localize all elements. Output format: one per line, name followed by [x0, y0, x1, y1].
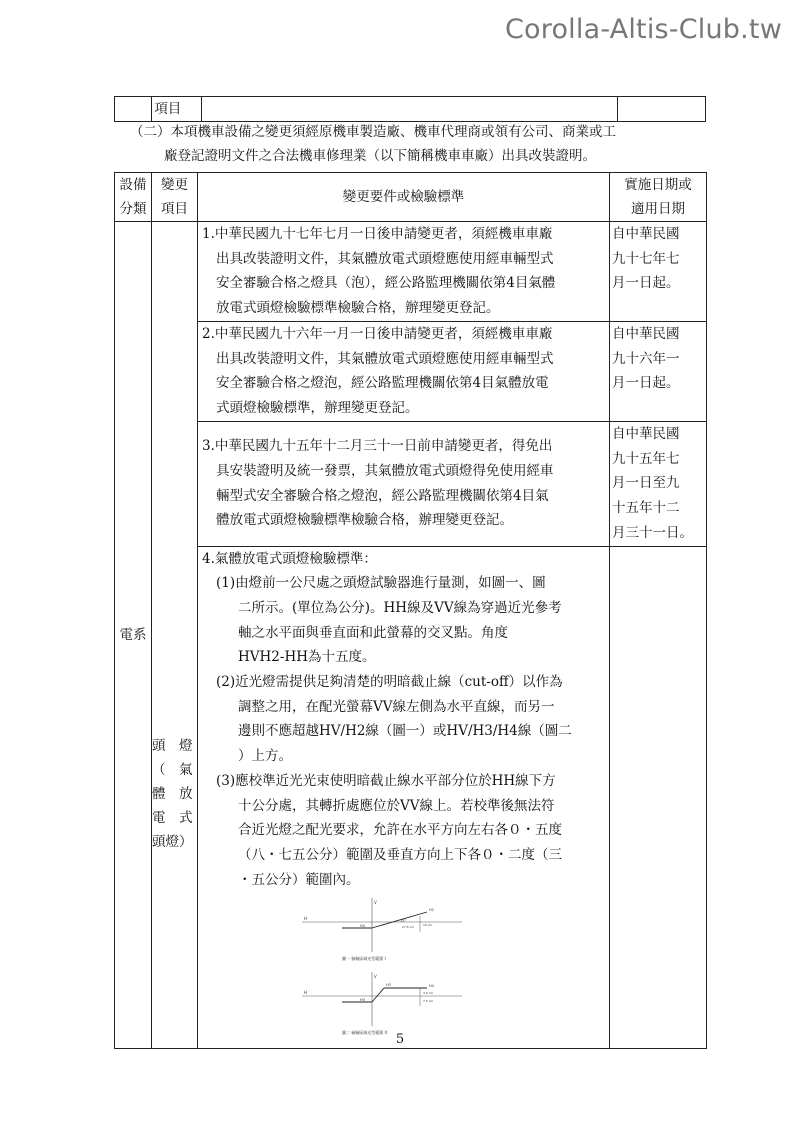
header-date [610, 173, 707, 222]
fig2-mark: 3.5 cm [423, 991, 434, 996]
standard-line: 軸之水平面與垂直面和此螢幕的交叉點。角度 [238, 624, 508, 641]
top-cell-item-label: 項目 [152, 97, 201, 122]
requirement-line: 3.中華民國九十五年十二月三十一日前申請變更者，得免出 [202, 438, 553, 455]
standard-line: ）上方。 [238, 748, 292, 765]
requirement-line: 出具改裝證明文件，其氣體放電式頭燈應使用經車輛型式 [216, 250, 554, 267]
date-line: 九十七年七 [612, 250, 680, 267]
requirement-line: 1.中華民國九十七年七月一日後申請變更者，須經機車車廠 [202, 226, 553, 242]
fig1-mark: 10 cm [423, 923, 433, 928]
requirement-4 [198, 546, 610, 1049]
header-requirements: 變更要件或檢驗標準 [198, 173, 610, 222]
date-line: 月一日起。 [612, 375, 680, 392]
date-4 [610, 546, 707, 1049]
subitem-cell [152, 222, 198, 1049]
date-line: 九十五年七 [612, 450, 680, 467]
subitem-line: 頭燈） [152, 834, 193, 851]
date-line: 月三十一日。 [612, 524, 693, 541]
subitem-line: （ 氣 [152, 762, 193, 779]
date-line: 十五年十二 [612, 500, 680, 517]
date-line: 自中華民國 [612, 426, 680, 442]
header-category-line: 分類 [119, 201, 147, 217]
standard-line: 二所示。(單位為公分)。HH線及VV線為穿過近光參考 [238, 599, 562, 616]
beam-pattern-figures [302, 898, 472, 1048]
requirement-line: 放電式頭燈檢驗標準檢驗合格，辦理變更登記。 [216, 300, 500, 317]
fig2-v-label: V [374, 974, 377, 980]
fig2-mark: H3 [386, 983, 391, 988]
subitem-line: 電 式 [152, 810, 193, 827]
requirement-line: 具安裝證明及統一發票，其氣體放電式頭燈得免使用經車 [216, 463, 554, 480]
date-line: 月一日至九 [612, 475, 680, 492]
regulation-table [114, 172, 707, 1049]
requirement-line: 體放電式頭燈檢驗標準檢驗合格，辦理變更登記。 [216, 512, 513, 529]
fig1-mark: 17.5 cm [402, 925, 415, 930]
standard-line: 十公分處，其轉折處應位於VV線上。若校準後無法符 [238, 797, 555, 814]
top-continuation-table [114, 96, 706, 122]
date-2 [610, 322, 707, 422]
requirement-line: 2.中華民國九十六年一月一日後申請變更者，須經機車車廠 [202, 326, 553, 342]
section-note [130, 120, 715, 168]
standard-line: (1)由燈前一公尺處之頭燈試驗器進行量測，如圖一、圖 [216, 575, 546, 592]
standard-line: 調整之用，在配光螢幕VV線左側為水平直線，而另一 [238, 698, 555, 715]
requirement-line: 安全審驗合格之燈泡，經公路監理機關依第4目氣體放電 [216, 375, 549, 392]
fig1-caption: 圖一 檢驗區域光型範圍 I [342, 956, 386, 962]
header-item-line: 項目 [161, 201, 188, 217]
date-1 [610, 222, 707, 322]
standard-line: 合近光燈之配光要求，允許在水平方向左右各０・五度 [238, 822, 562, 839]
header-category [115, 173, 152, 222]
requirement-line: 安全審驗合格之燈具（泡），經公路監理機關依第4目氣體 [216, 275, 556, 292]
requirement-line: 輛型式安全審驗合格之燈泡，經公路監理機關依第4目氣 [216, 487, 549, 504]
watermark: Corolla-Altis-Club.tw [504, 14, 782, 45]
note-line-2: 廠登記證明文件之合法機車修理業（以下簡稱機車車廠）出具改裝證明。 [164, 148, 596, 164]
requirement-3 [198, 422, 610, 547]
fig1-v-label: V [374, 900, 377, 906]
standard-title: 4.氣體放電式頭燈檢驗標準： [202, 550, 377, 567]
fig1-mark: HV [360, 924, 366, 929]
header-category-line: 設備 [119, 177, 147, 193]
standard-line: (3)應校準近光光束使明暗截止線水平部分位於HH線下方 [216, 772, 556, 789]
fig2-caption: 圖二 檢驗區域光型範圍 II [342, 1030, 387, 1036]
fig1-mark: 15° [400, 919, 407, 924]
requirement-1 [198, 222, 610, 322]
standard-line: ・五公分）範圍內。 [238, 871, 360, 888]
fig2-mark: H4 [429, 984, 434, 989]
subitem-line: 體 放 [152, 786, 193, 803]
figure-2 [302, 972, 462, 1035]
subitem-line: 頭 燈 [152, 738, 193, 755]
requirement-line: 式頭燈檢驗標準，辦理變更登記。 [216, 400, 419, 417]
fig1-mark: H2 [429, 908, 434, 913]
note-line-1: （二）本項機車設備之變更須經原機車製造廠、機車代理商或領有公司、商業或工 [130, 124, 616, 140]
header-item [152, 173, 198, 222]
header-item-line: 變更 [161, 177, 188, 193]
date-line: 九十六年一 [612, 350, 680, 367]
standard-line: (2)近光燈需提供足夠清楚的明暗截止線（cut-off）以作為 [216, 674, 563, 691]
standard-line: HVH2-HH為十五度。 [238, 649, 376, 666]
fig2-h-label: H [304, 990, 308, 996]
date-line: 自中華民國 [612, 326, 680, 342]
standard-line: （八・七五公分）範圍及垂直方向上下各０・二度（三 [238, 846, 562, 863]
fig2-mark: HV [360, 998, 366, 1003]
top-cell-date [618, 97, 706, 122]
header-date-line: 實施日期或 [624, 177, 692, 193]
category-cell: 電系 [115, 222, 152, 1049]
top-cell-empty [115, 97, 152, 122]
top-cell-content [201, 97, 618, 122]
date-3 [610, 422, 707, 547]
fig1-h-label: H [304, 916, 308, 922]
fig2-mark: 7.5 cm [423, 999, 434, 1004]
figure-1 [302, 898, 462, 961]
standard-line: 邊則不應超越HV/H2線（圖一）或HV/H3/H4線（圖二 [238, 723, 572, 740]
requirement-2 [198, 322, 610, 422]
requirement-line: 出具改裝證明文件，其氣體放電式頭燈應使用經車輛型式 [216, 350, 554, 367]
page-number: 5 [395, 1032, 405, 1047]
date-line: 自中華民國 [612, 226, 680, 242]
header-date-line: 適用日期 [631, 201, 685, 217]
date-line: 月一日起。 [612, 275, 680, 292]
fig2-cutoff-rise [372, 988, 384, 1002]
